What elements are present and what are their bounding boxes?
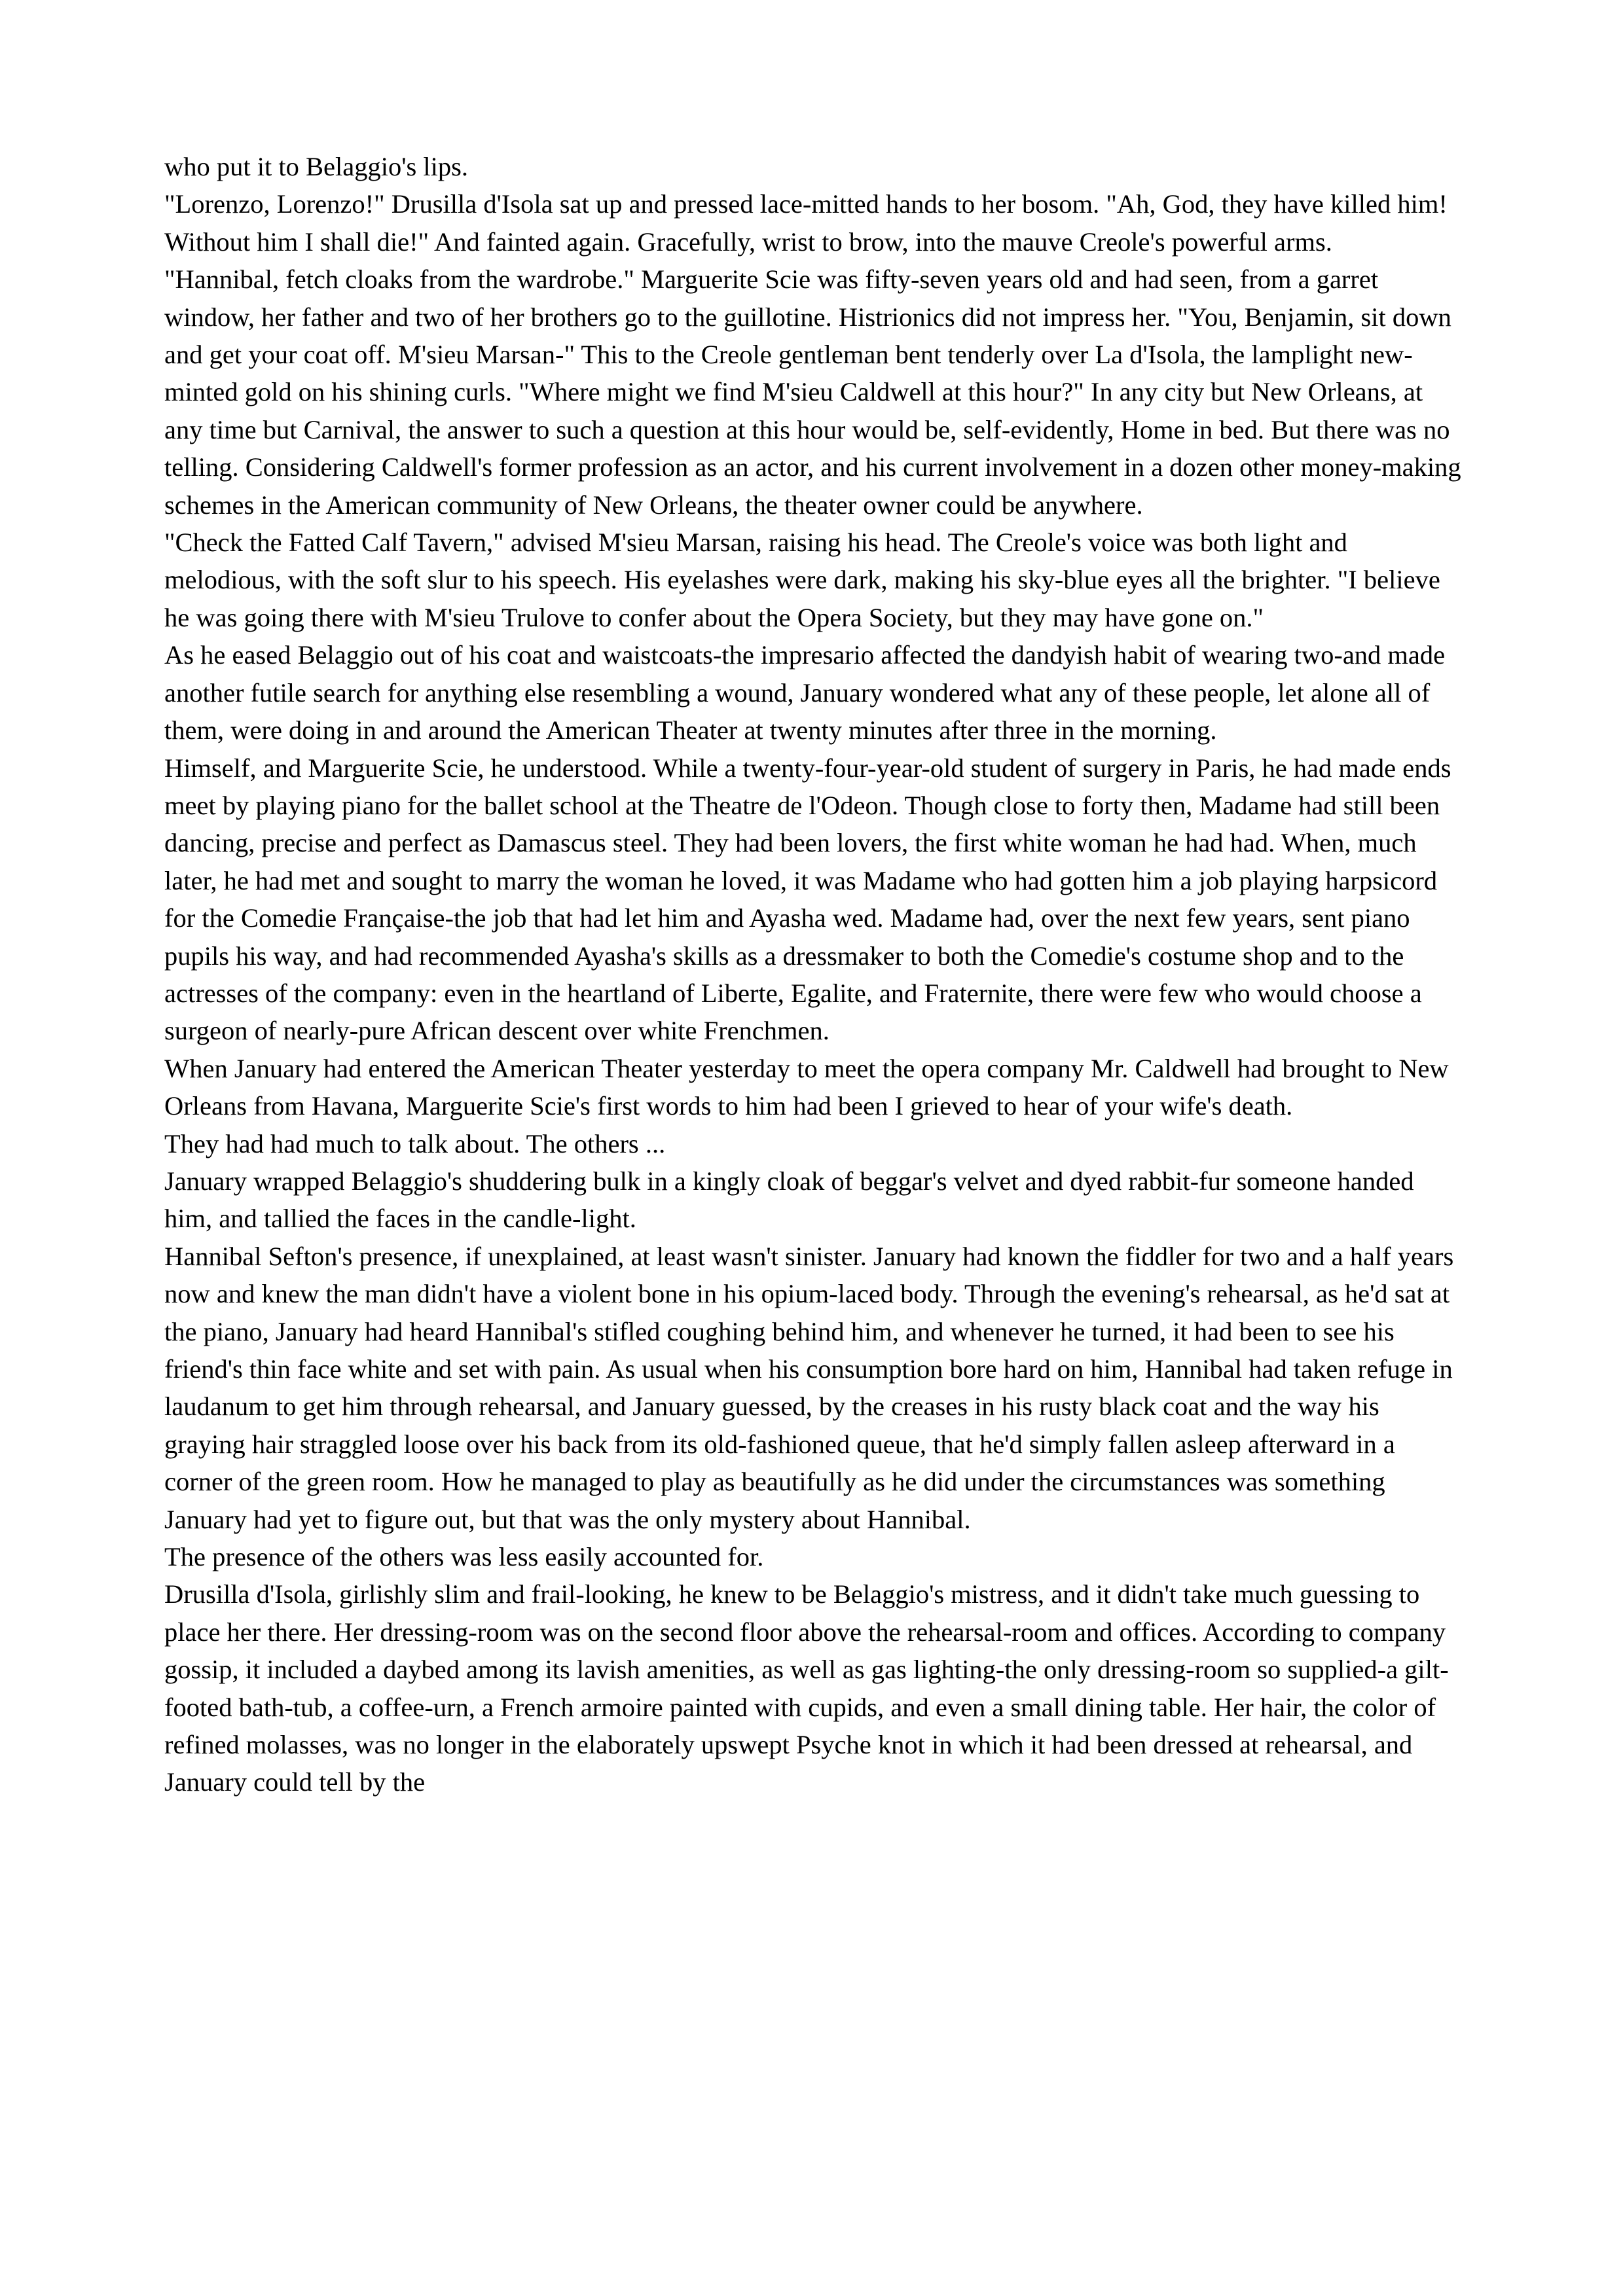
paragraph-3: "Hannibal, fetch cloaks from the wardrobe." Marguerite Scie was fifty-seven years old and had seen, from a garret window, her father and two of her brothers go to the guillotine. Histrionics did not impress her. "You, Benjamin, sit down and get your coat off. M'sieu Marsan-" This to the Creole gentleman bent tenderly over La d'Isola, the lamplight new-minted gold on his shining curls. "Where might we find M'sieu Caldwell at this hour?" In any city but New Orleans, at any time but Carnival, the answer to such a question at this hour would be, self-evidently, Home in bed. But there was no telling. Considering Caldwell's former profession as an actor, and his current involvement in a dozen other money-making schemes in the American community of New Orleans, the theater owner could be anywhere.: [164, 264, 1461, 520]
paragraph-6: Himself, and Marguerite Scie, he understood. While a twenty-four-year-old student of surgery in Paris, he had made ends meet by playing piano for the ballet school at the Theatre de l'Odeon. Though close to forty then, Madame had still been dancing, precise and perfect as Damascus steel. They had been lovers, the first white woman he had had. When, much later, he had met and sought to marry the woman he loved, it was Madame who had gotten him a job playing harpsicord for the Comedie Française-the job that had let him and Ayasha wed. Madame had, over the next few years, sent piano pupils his way, and had recommended Ayasha's skills as a dressmaker to both the Comedie's costume shop and to the actresses of the company: even in the heartland of Liberte, Egalite, and Fraternite, there were few who would choose a surgeon of nearly-pure African descent over white Frenchmen.: [164, 753, 1451, 1046]
paragraph-1: who put it to Belaggio's lips.: [164, 152, 469, 181]
paragraph-7: When January had entered the American Theater yesterday to meet the opera company Mr. Caldwell had brought to New Orleans from Havana, Marguerite Scie's first words to him had been I grieved to hear of your wife's death.: [164, 1053, 1449, 1121]
paragraph-4: "Check the Fatted Calf Tavern," advised M'sieu Marsan, raising his head. The Creole's voice was both light and melodious, with the soft slur to his speech. His eyelashes were dark, making his sky-blue eyes all the brighter. "I believe he was going there with M'sieu Trulove to confer about the Opera Society, but they may have gone on.": [164, 528, 1440, 632]
paragraph-8: They had had much to talk about. The others ...: [164, 1128, 666, 1158]
paragraph-10: Hannibal Sefton's presence, if unexplained, at least wasn't sinister. January had known the fiddler for two and a half years now and knew the man didn't have a violent bone in his opium-laced body. Through the evening's rehearsal, as he'd sat at the piano, January had heard Hannibal's stifled coughing behind him, and whenever he turned, it had been to see his friend's thin face white and set with pain. As usual when his consumption bore hard on him, Hannibal had taken refuge in laudanum to get him through rehearsal, and January guessed, by the creases in his rusty black coat and the way his graying hair straggled loose over his back from its old-fashioned queue, that he'd simply fallen asleep afterward in a corner of the green room. How he managed to play as beautifully as he did under the circumstances was something January had yet to figure out, but that was the only mystery about Hannibal.: [164, 1241, 1454, 1534]
paragraph-9: January wrapped Belaggio's shuddering bulk in a kingly cloak of beggar's velvet and dyed rabbit-fur someone handed him, and tallied the faces in the candle-light.: [164, 1166, 1414, 1234]
paragraph-5: As he eased Belaggio out of his coat and waistcoats-the impresario affected the dandyish habit of wearing two-and made another futile search for anything else resembling a wound, January wondered what any of these people, let alone all of them, were doing in and around the American Theater at twenty minutes after three in the morning.: [164, 640, 1446, 745]
paragraph-2: "Lorenzo, Lorenzo!" Drusilla d'Isola sat up and pressed lace-mitted hands to her bosom. "Ah, God, they have killed him! Without him I shall die!" And fainted again. Gracefully, wrist to brow, into the mauve Creole's powerful arms.: [164, 189, 1448, 257]
paragraph-12: Drusilla d'Isola, girlishly slim and frail-looking, he knew to be Belaggio's mistress, and it didn't take much guessing to place her there. Her dressing-room was on the second floor above the rehearsal-room and offices. According to company gossip, it included a daybed among its lavish amenities, as well as gas lighting-the only dressing-room so supplied-a gilt-footed bath-tub, a coffee-urn, a French armoire painted with cupids, and even a small dining table. Her hair, the color of refined molasses, was no longer in the elaborately upswept Psyche knot in which it had been dressed at rehearsal, and January could tell by the: [164, 1579, 1449, 1797]
document-page: [164, 148, 1464, 1801]
paragraph-11: The presence of the others was less easily accounted for.: [164, 1542, 764, 1572]
